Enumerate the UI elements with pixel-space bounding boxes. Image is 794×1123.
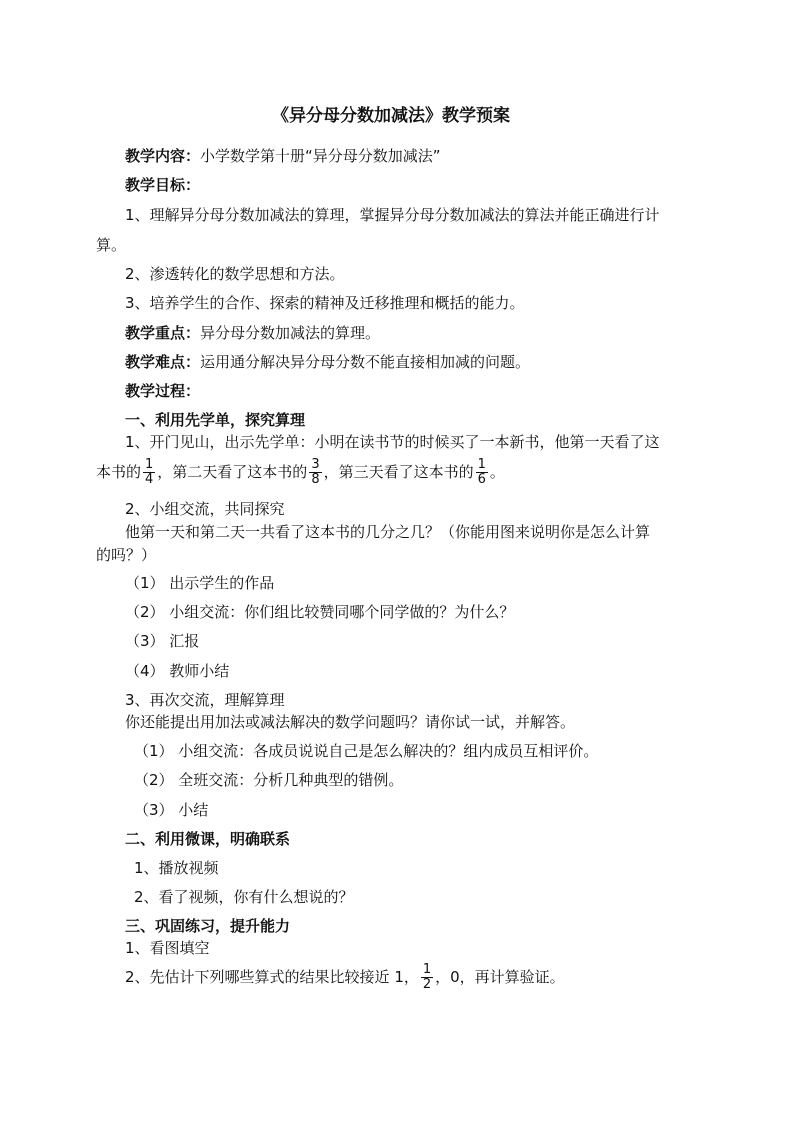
goal-2: 2、渗透转化的数学思想和方法。 (125, 265, 345, 283)
part1-step3-text: 你还能提出用加法或减法解决的数学问题吗？请你试一试，并解答。 (125, 713, 576, 731)
fraction-denominator: 6 (477, 472, 486, 487)
text-segment: 本书的 (96, 463, 142, 481)
teaching-content-label: 教学内容： (125, 147, 201, 165)
fraction-numerator: 3 (311, 457, 320, 472)
part1-substep-3: （3） 汇报 (125, 632, 200, 650)
part3-heading: 三、巩固练习，提升能力 (125, 917, 291, 935)
process-label: 教学过程： (125, 382, 201, 400)
text-segment: ，第三天看了这本书的 (323, 463, 474, 481)
fraction-three-eighths (309, 458, 321, 487)
part1-step3: 3、再次交流，理解算理 (125, 691, 285, 709)
key-point-text: 异分母分数加减法的算理。 (200, 324, 381, 342)
part1-heading: 一、利用先学单，探究算理 (125, 411, 306, 429)
part1-step3-substep-2: （2） 全班交流：分析几种典型的错例。 (134, 771, 404, 789)
part2-item-1: 1、播放视频 (134, 859, 219, 877)
part3-item-1: 1、看图填空 (125, 939, 210, 957)
part1-question-line1: 他第一天和第二天一共看了这本书的几分之几？（你能用图来说明你是怎么计算 (125, 523, 651, 541)
teaching-content (125, 146, 441, 166)
key-point (125, 323, 380, 343)
difficulty-label: 教学难点： (125, 353, 201, 371)
teaching-content-text: 小学数学第十册“异分母分数加减法” (200, 147, 441, 165)
goal-3: 3、培养学生的合作、探索的精神及迁移推理和概括的能力。 (125, 294, 525, 312)
part3-item-2 (125, 960, 565, 994)
text-segment: ，0，再计算验证。 (435, 968, 565, 986)
goal-1-line-2: 算。 (96, 236, 127, 254)
page-title: 《异分母分数加减法》教学预案 (272, 106, 510, 126)
part1-step1-line2 (96, 455, 505, 489)
fraction-denominator: 4 (145, 472, 154, 487)
goal-1-line-1: 1、理解异分母分数加减法的算理，掌握异分母分数加减法的算法并能正确进行计 (125, 206, 660, 224)
fraction-numerator: 1 (422, 962, 432, 977)
difficulty-text: 运用通分解决异分母分数不能直接相加减的问题。 (200, 353, 531, 371)
part1-question-line2: 的吗？） (96, 546, 157, 564)
teaching-goals-label: 教学目标： (125, 176, 201, 194)
key-point-label: 教学重点： (125, 324, 201, 342)
part1-substep-1: （1） 出示学生的作品 (125, 574, 275, 592)
part1-substep-2: （2） 小组交流：你们组比较赞同哪个同学做的？为什么？ (125, 603, 515, 621)
fraction-one-half (421, 963, 433, 992)
fraction-numerator: 1 (477, 457, 486, 472)
fraction-one-sixth (476, 458, 488, 487)
part1-step3-substep-1: （1） 小组交流：各成员说说自己是怎么解决的？组内成员互相评价。 (134, 742, 599, 760)
part1-substep-4: （4） 教师小结 (125, 662, 230, 680)
part1-step3-substep-3: （3） 小结 (134, 801, 209, 819)
text-segment: 。 (489, 463, 505, 481)
fraction-numerator: 1 (145, 457, 154, 472)
text-segment: 2、先估计下列哪些算式的结果比较接近 1， (125, 968, 419, 986)
part1-step1-line1: 1、开门见山，出示先学单：小明在读书节的时候买了一本新书，他第一天看了这 (125, 433, 660, 451)
part1-step2: 2、小组交流，共同探究 (125, 500, 285, 518)
part2-heading: 二、利用微课，明确联系 (125, 830, 291, 848)
difficulty (125, 352, 530, 372)
part2-item-2: 2、看了视频，你有什么想说的？ (134, 888, 354, 906)
text-segment: ，第二天看了这本书的 (157, 463, 308, 481)
fraction-denominator: 8 (311, 472, 320, 487)
fraction-denominator: 2 (422, 977, 432, 992)
fraction-one-quarter (143, 458, 155, 487)
